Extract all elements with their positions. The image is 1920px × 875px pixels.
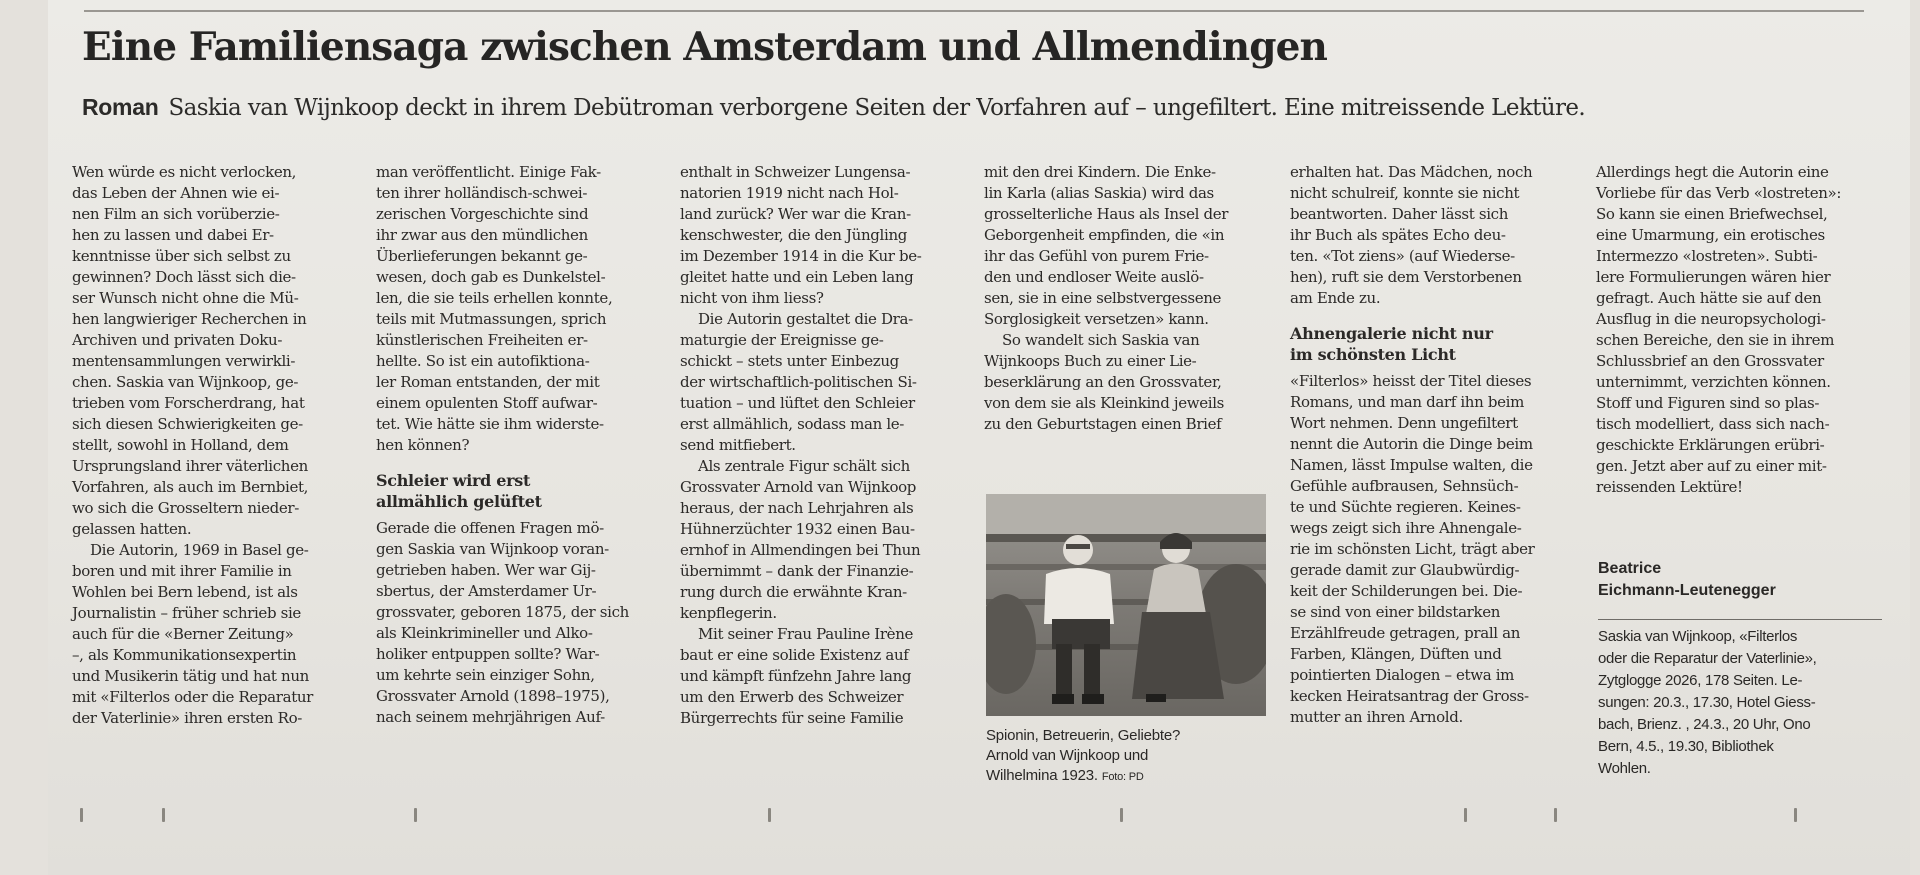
column-1 (72, 162, 362, 729)
paragraph: man veröffentlicht. Einige Fak- ten ihrer holländisch-schwei- zerischen Vorgeschichte sind ihr zwar aus den mündlichen Überlieferungen bekannt ge- wesen, doch gab es Dunkelstel- len, die sie teils erhellen konnte, teils mit Mutmassungen, sprich künstlerischen Freiheiten er- hellte. So ist ein autofiktiona- ler Roman entstanden, der mit einem opulenten Stoff aufwar- tet. Wie hätte sie ihm widerste- hen können? (376, 163, 613, 454)
staple-mark (1116, 808, 1128, 826)
info-rule (1598, 619, 1882, 620)
column-2 (376, 162, 662, 728)
top-rule (84, 10, 1864, 12)
photo-credit: Foto: PD (1101, 771, 1144, 783)
staple-mark (764, 808, 776, 826)
paragraph: Die Autorin gestaltet die Dra- maturgie der Ereignisse ge- schickt – stets unter Einbezug der wirtschaftlich-politischen Si- tuation – und lüftet den Schleier erst allmählich, sodass man le- send mitfiebert. (680, 310, 917, 454)
paragraph: «Filterlos» heisst der Titel dieses Romans, und man darf ihn beim Wort nehmen. Denn ungefiltert nennt die Autorin die Dinge beim Namen, lässt Impulse walten, die Gefühle aufbrausen, Sehnsüch- te und Süchte regieren. Keines- wegs zeigt sich ihre Ahnengale- rie im schönsten Licht, trägt aber gerade damit zur Glaubwürdig- keit der Schilderungen bei. Die- se sind von einer bildstarken Erzählfreude getragen, prall an Farben, Klängen, Düften und pointierten Dialogen – etwa im kecken Heiratsantrag der Gross- mutter an ihren Arnold. (1290, 372, 1535, 726)
book-info: Saskia van Wijnkoop, «Filterlos oder die Reparatur der Vaterlinie», Zytglogge 2026, 178 Seiten. Le- sungen: 20.3., 17.30, Hotel Giess- bach, Brienz. , 24.3., 20 Uhr, Ono Bern, 4.5., 19.30, Bibliothek Wohlen. (1598, 628, 1817, 777)
deck-text: Saskia van Wijnkoop deckt in ihrem Debütroman verborgene Seiten der Vorfahren auf – ungefiltert. Eine mitreissende Lektüre. (168, 95, 1586, 121)
paragraph: So wandelt sich Saskia van Wijnkoops Buch zu einer Lie- beserklärung an den Grossvater, von dem sie als Kleinkind jeweils zu den Geburtstagen einen Brief (984, 331, 1224, 433)
column-6 (1596, 162, 1882, 498)
staple-mark (76, 808, 88, 826)
deck (82, 94, 1585, 121)
paragraph: Als zentrale Figur schält sich Grossvater Arnold van Wijnkoop heraus, der nach Lehrjahren als Hühnerzüchter 1932 einen Bau- ernhof in Allmendingen bei Thun übernimmt – dank der Finanzie- rung durch die erwähnte Kran- kenpflegerin. (680, 457, 921, 622)
paragraph: Mit seiner Frau Pauline Irène baut er eine solide Existenz auf und kämpft fünfzehn Jahre lang um den Erwerb des Schweizer Bürgerrechts für seine Familie (680, 625, 914, 727)
paragraph: Allerdings hegt die Autorin eine Vorliebe für das Verb «lostreten»: So kann sie einen Briefwechsel, eine Umarmung, ein erotisches Intermezzo «lostreten». Subti- lere Formulierungen wären hier gefragt. Auch hätte sie auf den Ausflug in die neuropsychologi- schen Bereiche, den sie in ihrem Schlussbrief an den Grossvater unternimmt, verzichten können. Stoff und Figuren sind so plas- tisch modelliert, dass sich nach- geschickte Erklärungen erübri- gen. Jetzt aber auf zu einer mit- reissenden Lektüre! (1596, 163, 1842, 496)
paragraph: enthalt in Schweizer Lungensa- natorien 1919 nicht nach Hol- land zurück? Wer war die Kran- kenschwester, die den Jüngling im Dezember 1914 in die Kur be- gleitet hatte und ein Leben lang nicht von ihm liess? (680, 163, 922, 307)
column-5 (1290, 162, 1574, 728)
deck-tag: Roman (82, 94, 159, 120)
paragraph: Wen würde es nicht verlocken, das Leben der Ahnen wie ei- nen Film an sich vorüberzie- hen zu lassen und dabei Er- kenntnisse über sich selbst zu gewinnen? Doch lässt sich die- ser Wunsch nicht ohne die Mü- hen langwieriger Recherchen in Archiven und privaten Doku- mentensammlungen verwirkli- chen. Saskia van Wijnkoop, ge- trieben vom Forscherdrang, hat sich diesen Schwierigkeiten ge- stellt, sowohl in Holland, dem Ursprungsland ihrer väterlichen Vorfahren, als auch im Bernbiet, wo sich die Grosseltern nieder- gelassen hatten. (72, 163, 309, 538)
staple-mark (1790, 808, 1802, 826)
column-3 (680, 162, 966, 729)
headline: Eine Familiensaga zwischen Amsterdam und Allmendingen (82, 24, 1327, 70)
staple-mark (158, 808, 170, 826)
caption-text: Spionin, Betreuerin, Geliebte? Arnold van Wijnkoop und Wilhelmina 1923. (986, 727, 1181, 784)
subheading: Ahnengalerie nicht nur im schönsten Licht (1290, 324, 1493, 364)
paragraph: Die Autorin, 1969 in Basel ge- boren und mit ihrer Familie in Wohlen bei Bern lebend, ist als Journalistin – früher schrieb sie auch für die «Berner Zeitung» –, als Kommunikationsexpertin und Musikerin tätig und hat nun mit «Filterlos oder die Reparatur der Vaterlinie» ihren ersten Ro- (72, 541, 313, 727)
staple-mark (1460, 808, 1472, 826)
newspaper-page (48, 0, 1910, 875)
staple-mark (1550, 808, 1562, 826)
column-4 (984, 162, 1270, 435)
photo-image (986, 494, 1266, 716)
subheading: Schleier wird erst allmählich gelüftet (376, 471, 542, 511)
staple-mark (410, 808, 422, 826)
photo-couple (986, 494, 1266, 716)
author-byline: Beatrice Eichmann-Leutenegger (1598, 560, 1776, 599)
paragraph: mit den drei Kindern. Die Enke- lin Karla (alias Saskia) wird das grosselterliche Haus als Insel der Geborgenheit empfinden, die «in ihr das Gefühl von purem Frie- den und endloser Weite auslö- sen, sie in eine selbstvergessene Sorglosigkeit versetzen» kann. (984, 163, 1229, 328)
photo-caption (986, 726, 1272, 787)
paragraph: erhalten hat. Das Mädchen, noch nicht schulreif, konnte sie nicht beantworten. Daher lässt sich ihr Buch als spätes Echo deu- ten. «Tot ziens» (auf Wiederse- hen), ruft sie dem Verstorbenen am Ende zu. (1290, 163, 1533, 307)
paragraph: Gerade die offenen Fragen mö- gen Saskia van Wijnkoop voran- getrieben haben. Wer war Gij- sbertus, der Amsterdamer Ur- grossvater, geboren 1875, der sich als Kleinkrimineller und Alko- holiker entpuppen sollte? War- um kehrte sein einziger Sohn, Grossvater Arnold (1898–1975), nach seinem mehrjährigen Auf- (376, 519, 629, 726)
